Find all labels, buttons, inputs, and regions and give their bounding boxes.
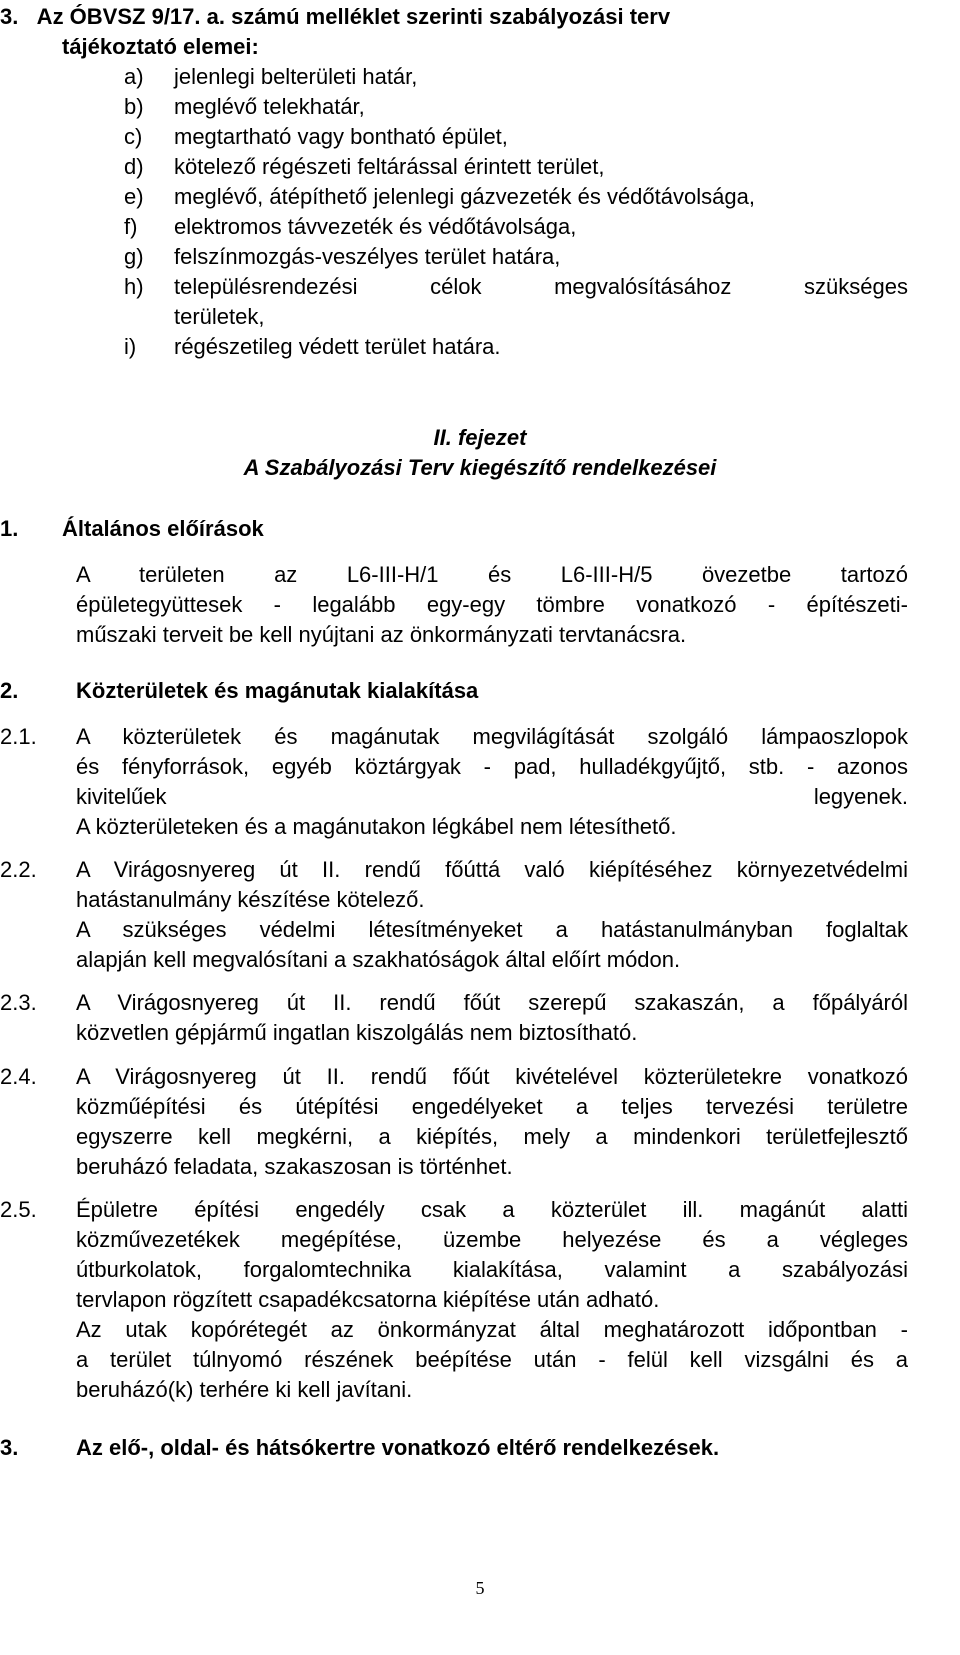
paragraph-line: és fényforrások, egyéb köztárgyak - pad, hulladékgyűjtő, stb. - azonos bbox=[76, 754, 908, 779]
item-number: 2.1. bbox=[0, 724, 37, 749]
list-item-text: megtartható vagy bontható épület, bbox=[174, 124, 508, 149]
list-item-text: meglévő telekhatár, bbox=[174, 94, 365, 119]
paragraph-line: kivitelűek legyenek. bbox=[76, 784, 908, 809]
list-item-text: felszínmozgás-veszélyes terület határa, bbox=[174, 244, 561, 269]
paragraph-line: A Virágosnyereg út II. rendű főút szerepű szakaszán, a főpályáról bbox=[76, 990, 908, 1015]
list-item-label: f) bbox=[124, 214, 138, 239]
item-number: 2.5. bbox=[0, 1197, 37, 1222]
section-heading-text: 3. Az ÓBVSZ 9/17. a. számú melléklet szerinti szabályozási terv bbox=[0, 4, 671, 29]
chapter-title: A Szabályozási Terv kiegészítő rendelkezései bbox=[243, 455, 717, 480]
paragraph-line: közvetlen gépjármű ingatlan kiszolgálás nem biztosítható. bbox=[76, 1020, 638, 1045]
paragraph-line: beruházó(k) terhére ki kell javítani. bbox=[76, 1377, 413, 1402]
paragraph-line: beruházó feladata, szakaszosan is történhet. bbox=[76, 1154, 513, 1179]
paragraph-line: Épületre építési engedély csak a közterület ill. magánút alatti bbox=[76, 1197, 908, 1222]
paragraph-line: Az utak kopórétegét az önkormányzat által meghatározott időpontban - bbox=[76, 1317, 908, 1342]
page-number: 5 bbox=[475, 1578, 485, 1598]
paragraph-line: A közterületek és magánutak megvilágítását szolgáló lámpaoszlopok bbox=[76, 724, 908, 749]
chapter-number: II. fejezet bbox=[433, 425, 527, 450]
list-item-text: elektromos távvezeték és védőtávolsága, bbox=[174, 214, 577, 239]
paragraph-line: útburkolatok, forgalomtechnika kialakítása, valamint a szabályozási bbox=[76, 1257, 908, 1282]
list-item-text: kötelező régészeti feltárással érintett terület, bbox=[174, 154, 605, 179]
list-item-label: i) bbox=[124, 334, 137, 359]
paragraph-line: hatástanulmány készítése kötelező. bbox=[76, 887, 425, 912]
subsection-title: Közterületek és magánutak kialakítása bbox=[76, 678, 479, 703]
subsection-title: Általános előírások bbox=[62, 516, 264, 541]
paragraph-line: egyszerre kell megkérni, a kiépítés, mely a mindenkori területfejlesztő bbox=[76, 1124, 908, 1149]
subsection-number: 2. bbox=[0, 678, 19, 703]
list-item-label: c) bbox=[124, 124, 143, 149]
list-item-text: településrendezési célok megvalósításához szükséges bbox=[174, 274, 908, 299]
section-heading-line2 bbox=[62, 32, 259, 62]
paragraph-line: közművezetékek megépítése, üzembe helyezése és a végleges bbox=[76, 1227, 908, 1252]
list-item-label: h) bbox=[124, 274, 144, 299]
subsection-number: 1. bbox=[0, 516, 19, 541]
paragraph-line: tervlapon rögzített csapadékcsatorna kiépítése után adható. bbox=[76, 1287, 660, 1312]
item-number: 2.2. bbox=[0, 857, 37, 882]
section-heading-line1 bbox=[0, 2, 670, 32]
paragraph-line: A Virágosnyereg út II. rendű főúttá való kiépítéséhez környezetvédelmi bbox=[76, 857, 908, 882]
section-heading-text-cont: tájékoztató elemei: bbox=[62, 34, 259, 59]
subsection-title: Az elő-, oldal- és hátsókertre vonatkozó eltérő rendelkezések. bbox=[76, 1435, 720, 1460]
paragraph-line: a terület túlnyomó részének beépítése után - felül kell vizsgálni és a bbox=[76, 1347, 908, 1372]
list-item-text-cont: területek, bbox=[174, 304, 265, 329]
paragraph-line: műszaki terveit be kell nyújtani az önkormányzati tervtanácsra. bbox=[76, 622, 687, 647]
paragraph-line: A Virágosnyereg út II. rendű főút kivételével közterületekre vonatkozó bbox=[76, 1064, 908, 1089]
item-number: 2.4. bbox=[0, 1064, 37, 1089]
paragraph-line: közműépítési és útépítési engedélyeket a teljes tervezési területre bbox=[76, 1094, 908, 1119]
list-item-label: g) bbox=[124, 244, 144, 269]
paragraph-line: A közterületeken és a magánutakon légkábel nem létesíthető. bbox=[76, 814, 677, 839]
paragraph-line: épületegyüttesek - legalább egy-egy tömbre vonatkozó - építészeti- bbox=[76, 592, 908, 617]
list-item-text: régészetileg védett terület határa. bbox=[174, 334, 501, 359]
paragraph-line: A szükséges védelmi létesítményeket a hatástanulmányban foglaltak bbox=[76, 917, 908, 942]
item-number: 2.3. bbox=[0, 990, 37, 1015]
list-item-text: jelenlegi belterületi határ, bbox=[174, 64, 418, 89]
list-item-label: e) bbox=[124, 184, 144, 209]
list-item-label: d) bbox=[124, 154, 144, 179]
subsection-number: 3. bbox=[0, 1435, 19, 1460]
list-item-label: b) bbox=[124, 94, 144, 119]
list-item-label: a) bbox=[124, 64, 144, 89]
paragraph-line: alapján kell megvalósítani a szakhatóságok által előírt módon. bbox=[76, 947, 681, 972]
paragraph-line: A területen az L6-III-H/1 és L6-III-H/5 övezetbe tartozó bbox=[76, 562, 908, 587]
list-item-text: meglévő, átépíthető jelenlegi gázvezeték és védőtávolsága, bbox=[174, 184, 755, 209]
